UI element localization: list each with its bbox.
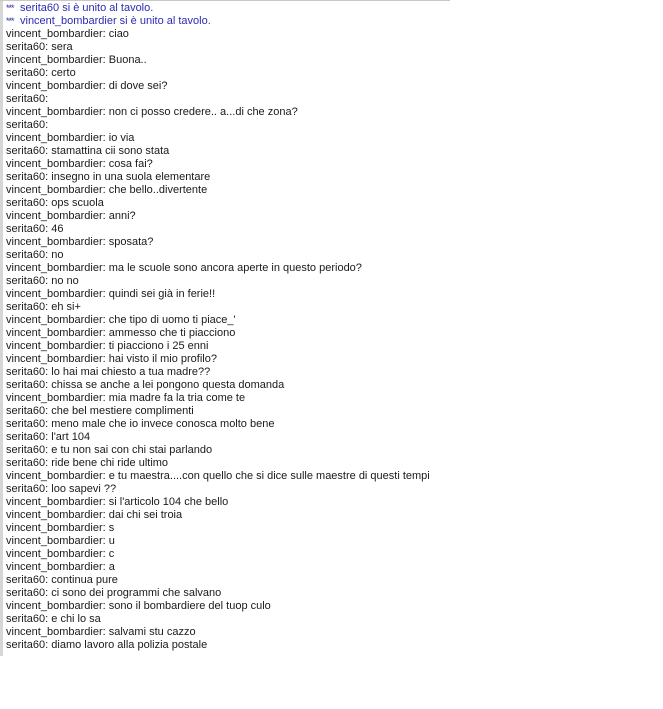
chat-message	[6, 353, 450, 366]
chat-message	[6, 275, 450, 288]
message-text: che bello..divertente	[108, 184, 208, 196]
message-text: Buona..	[108, 54, 147, 66]
message-text: sono il bombardiere del tuop culo	[108, 600, 271, 612]
message-text: mia madre fa la tria come te	[108, 392, 246, 404]
message-text: ride bene chi ride ultimo	[51, 457, 169, 469]
message-text: quindi sei già in ferie!!	[108, 288, 216, 300]
chat-message	[6, 132, 450, 145]
message-speaker: vincent_bombardier	[6, 314, 103, 326]
speaker-separator: :	[102, 210, 109, 222]
message-text: che bel mestiere complimenti	[51, 405, 194, 417]
chat-message	[6, 106, 450, 119]
message-speaker: vincent_bombardier	[6, 236, 103, 248]
chat-message	[6, 184, 450, 197]
speaker-separator: :	[102, 184, 109, 196]
chat-message	[6, 366, 450, 379]
message-text: che tipo di uomo ti piace_'	[108, 314, 236, 326]
message-text: chissa se anche a lei pongono questa domanda	[51, 379, 285, 391]
message-speaker: serita60	[6, 379, 46, 391]
speaker-separator: :	[102, 236, 109, 248]
message-text: ti piacciono i 25 enni	[108, 340, 209, 352]
message-speaker: vincent_bombardier	[6, 327, 103, 339]
speaker-separator: :	[102, 54, 109, 66]
speaker-separator: :	[45, 223, 52, 235]
chat-message	[6, 340, 450, 353]
message-speaker: vincent_bombardier	[6, 80, 103, 92]
chat-message	[6, 223, 450, 236]
speaker-separator: :	[102, 106, 109, 118]
chat-message	[6, 327, 450, 340]
chat-message	[6, 262, 450, 275]
chat-message	[6, 457, 450, 470]
message-speaker: serita60	[6, 145, 46, 157]
message-speaker: vincent_bombardier	[6, 28, 103, 40]
speaker-separator: :	[45, 41, 52, 53]
speaker-separator: :	[102, 522, 109, 534]
message-speaker: serita60	[6, 405, 46, 417]
message-text: 46	[51, 223, 64, 235]
chat-message	[6, 626, 450, 639]
message-speaker: vincent_bombardier	[6, 54, 103, 66]
message-speaker: serita60	[6, 249, 46, 261]
chat-message	[6, 613, 450, 626]
message-text: u	[108, 535, 115, 547]
message-text: l'art 104	[51, 431, 91, 443]
message-speaker: vincent_bombardier	[6, 548, 103, 560]
chat-message	[6, 431, 450, 444]
message-speaker: vincent_bombardier	[6, 522, 103, 534]
chat-message	[6, 405, 450, 418]
chat-message	[6, 587, 450, 600]
chat-message	[6, 119, 450, 132]
message-text: non ci posso credere.. a...di che zona?	[108, 106, 298, 118]
message-speaker: serita60	[6, 67, 46, 79]
chat-message	[6, 483, 450, 496]
speaker-separator: :	[45, 275, 52, 287]
chat-message	[6, 561, 450, 574]
message-text: ciao	[108, 28, 129, 40]
message-speaker: vincent_bombardier	[6, 106, 103, 118]
message-text: sposata?	[108, 236, 154, 248]
message-text: si l'articolo 104 che bello	[108, 496, 229, 508]
message-speaker: serita60	[6, 93, 46, 105]
chat-message	[6, 145, 450, 158]
message-speaker: vincent_bombardier	[6, 600, 103, 612]
chat-message	[6, 548, 450, 561]
chat-message	[6, 301, 450, 314]
message-text: e tu non sai con chi stai parlando	[51, 444, 213, 456]
chat-message	[6, 470, 450, 483]
speaker-separator: :	[45, 197, 52, 209]
message-speaker: vincent_bombardier	[6, 210, 103, 222]
message-speaker: serita60	[6, 171, 46, 183]
chat-message	[6, 158, 450, 171]
message-text: lo hai mai chiesto a tua madre??	[51, 366, 211, 378]
message-text: anni?	[108, 210, 136, 222]
chat-message	[6, 379, 450, 392]
message-text: salvami stu cazzo	[108, 626, 196, 638]
system-message-text: vincent_bombardier si è unito al tavolo.	[20, 15, 211, 27]
message-speaker: vincent_bombardier	[6, 561, 103, 573]
message-speaker: serita60	[6, 574, 46, 586]
message-text: e tu maestra....con quello che si dice sulle maestre di questi tempi	[108, 470, 430, 482]
message-text: io via	[108, 132, 135, 144]
chat-message	[6, 574, 450, 587]
speaker-separator: :	[102, 535, 109, 547]
message-text: cosa fai?	[108, 158, 153, 170]
system-message-text: serita60 si è unito al tavolo.	[20, 2, 154, 14]
message-text: ammesso che ti piacciono	[108, 327, 236, 339]
message-speaker: serita60	[6, 275, 46, 287]
message-speaker: serita60	[6, 431, 46, 443]
message-speaker: serita60	[6, 457, 46, 469]
message-speaker: vincent_bombardier	[6, 132, 103, 144]
speaker-separator: :	[102, 132, 109, 144]
speaker-separator: :	[45, 418, 52, 430]
message-text: continua pure	[51, 574, 118, 586]
speaker-separator: :	[45, 483, 52, 495]
message-speaker: serita60	[6, 223, 46, 235]
chat-message	[6, 392, 450, 405]
message-speaker: serita60	[6, 639, 46, 651]
message-text: c	[108, 548, 115, 560]
message-speaker: serita60	[6, 41, 46, 53]
message-speaker: vincent_bombardier	[6, 535, 103, 547]
chat-message	[6, 171, 450, 184]
chat-message	[6, 509, 450, 522]
speaker-separator: :	[102, 496, 109, 508]
speaker-separator: :	[45, 379, 52, 391]
system-message	[6, 2, 450, 15]
message-text: stamattina cii sono stata	[51, 145, 170, 157]
message-text: certo	[51, 67, 76, 79]
message-text: ma le scuole sono ancora aperte in questo periodo?	[108, 262, 362, 274]
speaker-separator: :	[45, 457, 52, 469]
speaker-separator: :	[45, 574, 52, 586]
chat-message	[6, 93, 450, 106]
message-text: diamo lavoro alla polizia postale	[51, 639, 208, 651]
message-speaker: serita60	[6, 197, 46, 209]
speaker-separator: :	[45, 301, 52, 313]
chat-message	[6, 197, 450, 210]
chat-message	[6, 67, 450, 80]
speaker-separator: :	[102, 353, 109, 365]
message-text: no no	[51, 275, 79, 287]
message-speaker: vincent_bombardier	[6, 288, 103, 300]
message-speaker: vincent_bombardier	[6, 496, 103, 508]
message-text: no	[51, 249, 64, 261]
message-text: dai chi sei troia	[108, 509, 183, 521]
message-text: eh si+	[51, 301, 81, 313]
speaker-separator: :	[45, 444, 52, 456]
message-speaker: vincent_bombardier	[6, 340, 103, 352]
message-speaker: serita60	[6, 587, 46, 599]
message-speaker: serita60	[6, 418, 46, 430]
message-speaker: serita60	[6, 613, 46, 625]
speaker-separator: :	[45, 249, 52, 261]
chat-message	[6, 41, 450, 54]
message-speaker: vincent_bombardier	[6, 262, 103, 274]
speaker-separator: :	[102, 340, 109, 352]
speaker-separator: :	[102, 80, 109, 92]
chat-message	[6, 496, 450, 509]
chat-log	[6, 2, 450, 652]
speaker-separator: :	[102, 288, 109, 300]
message-text: ci sono dei programmi che salvano	[51, 587, 222, 599]
message-speaker: vincent_bombardier	[6, 470, 103, 482]
chat-message	[6, 28, 450, 41]
speaker-separator: :	[102, 470, 109, 482]
message-text: s	[108, 522, 115, 534]
message-speaker: serita60	[6, 301, 46, 313]
speaker-separator: :	[102, 158, 109, 170]
message-text: insegno in una suola elementare	[51, 171, 211, 183]
message-text: ops scuola	[51, 197, 104, 209]
speaker-separator: :	[45, 145, 52, 157]
message-speaker: vincent_bombardier	[6, 353, 103, 365]
speaker-separator: :	[45, 639, 52, 651]
speaker-separator: :	[102, 561, 109, 573]
message-text: a	[108, 561, 115, 573]
chat-message	[6, 600, 450, 613]
chat-message	[6, 54, 450, 67]
chat-message	[6, 418, 450, 431]
chat-message	[6, 80, 450, 93]
chat-message	[6, 236, 450, 249]
message-text: sera	[51, 41, 73, 53]
speaker-separator: :	[45, 431, 52, 443]
message-speaker: vincent_bombardier	[6, 184, 103, 196]
system-marker-icon: ***	[6, 16, 14, 26]
speaker-separator: :	[102, 28, 109, 40]
speaker-separator: :	[45, 587, 52, 599]
message-speaker: vincent_bombardier	[6, 158, 103, 170]
speaker-separator: :	[102, 509, 109, 521]
system-message	[6, 15, 450, 28]
message-text: di dove sei?	[108, 80, 168, 92]
chat-message	[6, 639, 450, 652]
speaker-separator: :	[102, 392, 109, 404]
speaker-separator: :	[45, 119, 49, 131]
message-text: e chi lo sa	[51, 613, 101, 625]
speaker-separator: :	[45, 171, 52, 183]
message-text: hai visto il mio profilo?	[108, 353, 217, 365]
speaker-separator: :	[102, 548, 109, 560]
speaker-separator: :	[102, 626, 109, 638]
chat-message	[6, 314, 450, 327]
speaker-separator: :	[102, 600, 109, 612]
chat-message	[6, 444, 450, 457]
message-speaker: vincent_bombardier	[6, 509, 103, 521]
speaker-separator: :	[45, 93, 49, 105]
speaker-separator: :	[45, 366, 52, 378]
speaker-separator: :	[45, 405, 52, 417]
chat-message	[6, 535, 450, 548]
speaker-separator: :	[102, 327, 109, 339]
speaker-separator: :	[45, 613, 52, 625]
chat-message	[6, 288, 450, 301]
speaker-separator: :	[45, 67, 52, 79]
chat-message	[6, 249, 450, 262]
chat-message	[6, 210, 450, 223]
message-speaker: vincent_bombardier	[6, 626, 103, 638]
message-text: loo sapevi ??	[51, 483, 117, 495]
message-speaker: serita60	[6, 119, 46, 131]
message-speaker: serita60	[6, 483, 46, 495]
message-text: meno male che io invece conosca molto bene	[51, 418, 275, 430]
message-speaker: serita60	[6, 366, 46, 378]
system-marker-icon: ***	[6, 3, 14, 13]
speaker-separator: :	[102, 262, 109, 274]
chat-message	[6, 522, 450, 535]
message-speaker: serita60	[6, 444, 46, 456]
message-speaker: vincent_bombardier	[6, 392, 103, 404]
speaker-separator: :	[102, 314, 109, 326]
